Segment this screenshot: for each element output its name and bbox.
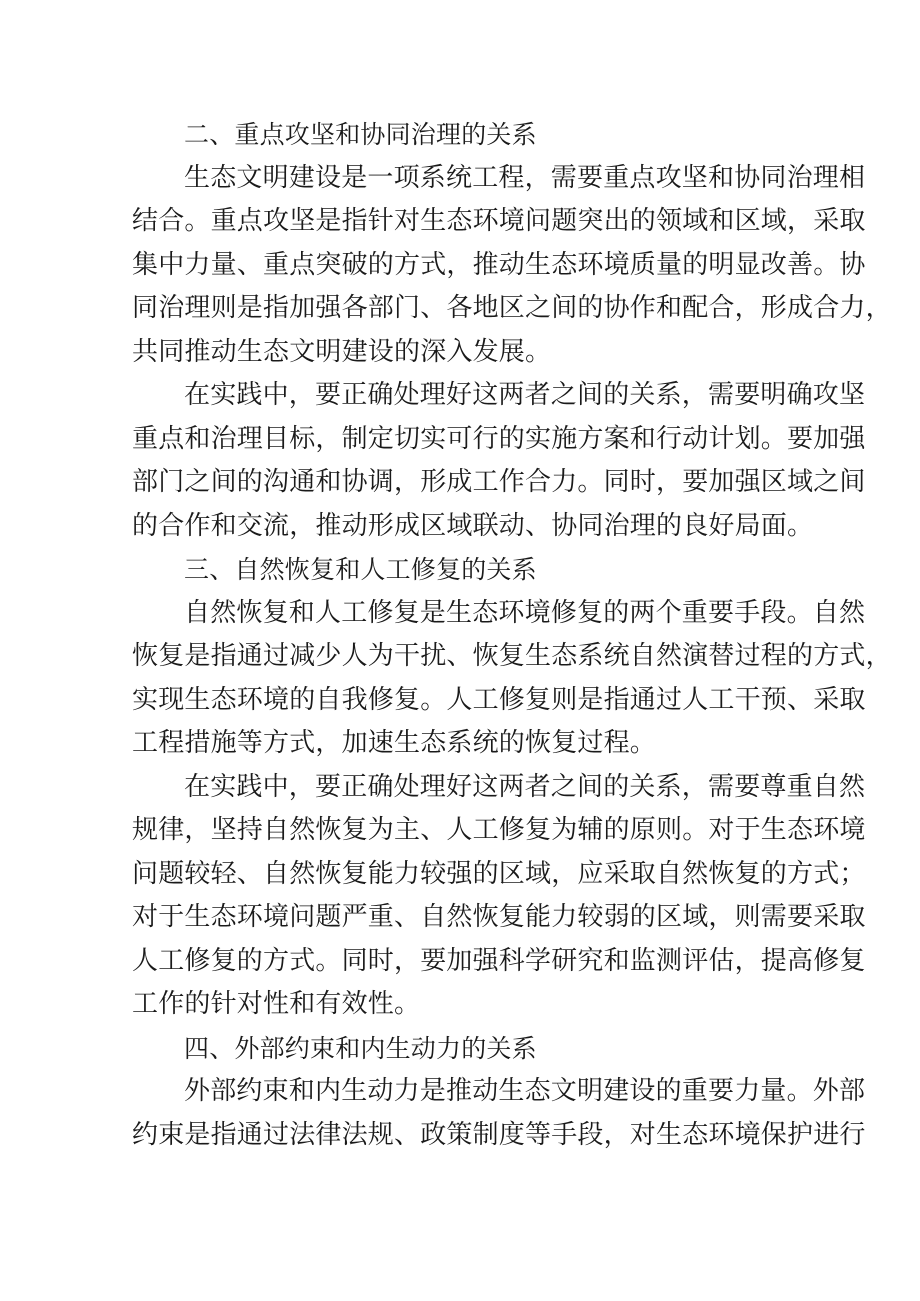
section-heading: 四、外部约束和内生动力的关系 [184,1033,537,1063]
section-heading: 三、自然恢复和人工修复的关系 [184,555,537,584]
paragraph-line: 集中力量、重点突破的方式，推动生态环境质量的明显改善。协 [132,249,866,280]
paragraph-line: 规律，坚持自然恢复为主、人工修复为辅的原则。对于生态环境 [132,815,866,845]
paragraph-line: 结合。重点攻坚是指针对生态环境问题突出的领域和区域，采取 [132,206,866,236]
paragraph-line: 部门之间的沟通和协调，形成工作合力。同时，要加强区域之间 [132,467,866,497]
paragraph-line: 工作的针对性和有效性。 [132,989,421,1019]
paragraph-line: 工程措施等方式，加速生态系统的恢复过程。 [132,728,657,758]
paragraph-line: 在实践中，要正确处理好这两者之间的关系，需要明确攻坚 [184,380,866,410]
paragraph-line: 外部约束和内生动力是推动生态文明建设的重要力量。外部 [184,1076,866,1106]
paragraph-line: 约束是指通过法律法规、政策制度等手段，对生态环境保护进行 [132,1119,866,1150]
paragraph-line: 的合作和交流，推动形成区域联动、协同治理的良好局面。 [132,510,814,541]
paragraph-line: 同治理则是指加强各部门、各地区之间的协作和配合，形成合力， [132,293,892,323]
paragraph-line: 共同推动生态文明建设的深入发展。 [132,336,552,367]
paragraph-line: 自然恢复和人工修复是生态环境修复的两个重要手段。自然 [184,597,866,628]
paragraph-line: 问题较轻、自然恢复能力较强的区域，应采取自然恢复的方式； [132,858,866,889]
paragraph-line: 在实践中，要正确处理好这两者之间的关系，需要尊重自然 [184,771,866,802]
paragraph-line: 对于生态环境问题严重、自然恢复能力较弱的区域，则需要采取 [132,902,866,932]
paragraph-line: 生态文明建设是一项系统工程，需要重点攻坚和协同治理相 [184,162,866,193]
paragraph-line: 人工修复的方式。同时，要加强科学研究和监测评估，提高修复 [132,945,866,976]
paragraph-line: 重点和治理目标，制定切实可行的实施方案和行动计划。要加强 [132,423,866,454]
section-heading: 二、重点攻坚和协同治理的关系 [184,120,537,149]
paragraph-line: 实现生态环境的自我修复。人工修复则是指通过人工干预、采取 [132,684,866,715]
paragraph-line: 恢复是指通过减少人为干扰、恢复生态系统自然演替过程的方式， [132,641,892,671]
